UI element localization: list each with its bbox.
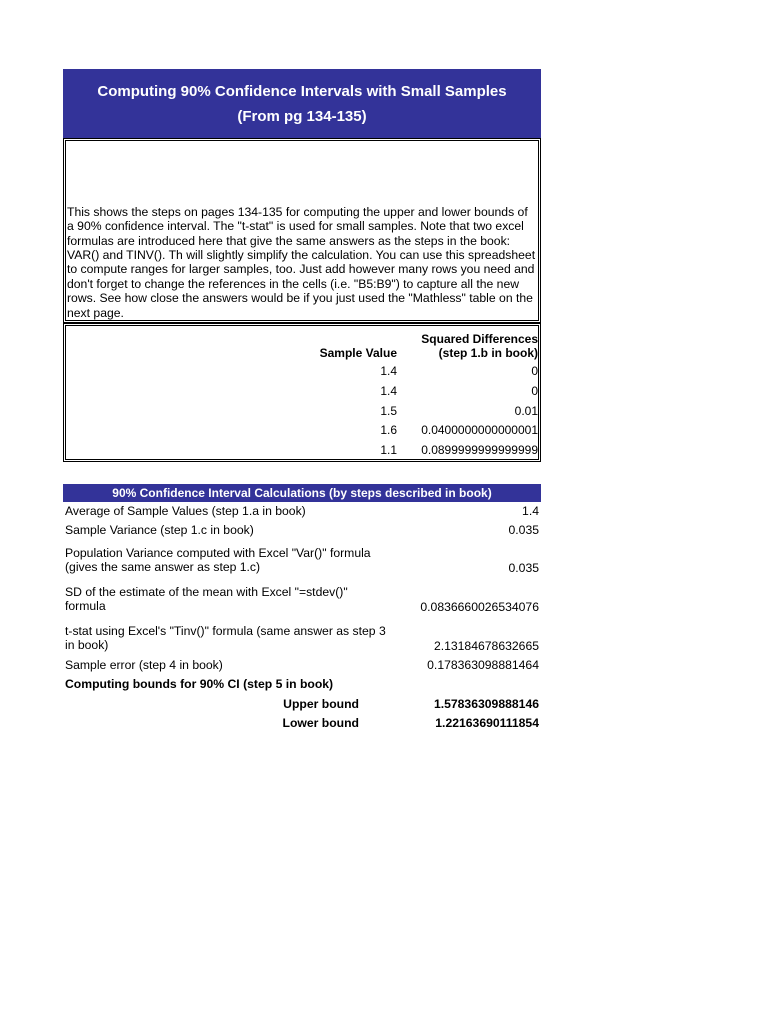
sample-value-cell[interactable]: 1.1 <box>380 443 397 457</box>
squared-diff-cell[interactable]: 0 <box>531 364 538 378</box>
squared-diff-cell[interactable]: 0.0400000000000001 <box>421 423 538 437</box>
squared-diff-cell[interactable]: 0.01 <box>514 404 538 418</box>
squared-diff-cell[interactable]: 0.0899999999999999 <box>421 443 538 457</box>
lower-bound-value[interactable]: 1.22163690111854 <box>435 716 539 730</box>
t-stat-label-line-1: t-stat using Excel's "Tinv()" formula (same answer as step 3 <box>65 624 386 638</box>
average-label: Average of Sample Values (step 1.a in book) <box>65 504 306 518</box>
lower-bound-label: Lower bound <box>282 716 359 730</box>
sample-value-cell[interactable]: 1.6 <box>380 423 397 437</box>
title-banner <box>63 69 541 138</box>
population-variance-label-line-1: Population Variance computed with Excel "Var()" formula <box>65 546 371 560</box>
sd-label <box>65 585 400 613</box>
sd-label-line-1: SD of the estimate of the mean with Excel "=stdev()" <box>65 585 348 599</box>
sample-row[interactable] <box>66 381 538 401</box>
sample-row[interactable] <box>66 361 538 381</box>
sample-row[interactable] <box>66 401 538 421</box>
sample-value-cell[interactable]: 1.4 <box>380 364 397 378</box>
squared-differences-header-line-1: Squared Differences <box>421 332 538 346</box>
sample-error-label: Sample error (step 4 in book) <box>65 658 223 672</box>
t-stat-label <box>65 624 400 652</box>
sd-value[interactable]: 0.0836660026534076 <box>420 600 539 614</box>
upper-bound-value[interactable]: 1.57836309888146 <box>433 697 539 711</box>
sample-row[interactable] <box>66 440 538 460</box>
description-box <box>63 138 541 323</box>
sample-variance-value[interactable]: 0.035 <box>508 523 539 537</box>
average-value[interactable]: 1.4 <box>522 504 539 518</box>
population-variance-value[interactable]: 0.035 <box>508 561 539 575</box>
sample-value-cell[interactable]: 1.4 <box>380 384 397 398</box>
sample-row[interactable] <box>66 420 538 440</box>
sample-value-cell[interactable]: 1.5 <box>380 404 397 418</box>
squared-differences-header-line-2: (step 1.b in book) <box>438 346 538 360</box>
upper-bound-label: Upper bound <box>283 697 359 711</box>
squared-diff-cell[interactable]: 0 <box>531 384 538 398</box>
bounds-heading: Computing bounds for 90% CI (step 5 in book) <box>65 677 334 691</box>
population-variance-label-line-2: (gives the same answer as step 1.c) <box>65 560 261 574</box>
title-line-2: (From pg 134-135) <box>237 107 367 125</box>
population-variance-label <box>65 546 400 574</box>
sample-error-value[interactable]: 0.178363098881464 <box>427 658 539 672</box>
title-line-1: Computing 90% Confidence Intervals with Small Samples <box>97 82 507 100</box>
sd-label-line-2: formula <box>65 599 106 613</box>
t-stat-label-line-2: in book) <box>65 638 109 652</box>
spreadsheet-sheet <box>63 69 541 462</box>
squared-differences-header <box>421 332 538 360</box>
t-stat-value[interactable]: 2.13184678632665 <box>433 639 539 653</box>
calc-section-header: 90% Confidence Interval Calculations (by steps described in book) <box>63 484 541 502</box>
sample-value-header: Sample Value <box>319 346 397 360</box>
samples-table <box>63 323 541 462</box>
description-text: This shows the steps on pages 134-135 for computing the upper and lower bounds of a 90% confidence interval. The "t-stat" is used for small samples. Note that two excel formulas are introduced here that give the same answers as the steps in the book: VAR() and TINV(). Th will slightly simplify the calculation. You can use this spreadsheet to compute ranges for larger samples, too. Just add however many rows you need and don't forget to change the references in the cells (i.e. "B5:B9") to capture all the new rows. See how close the answers would be if you just used the "Mathless" table on the next page. <box>67 204 536 320</box>
sample-variance-label: Sample Variance (step 1.c in book) <box>65 523 254 537</box>
